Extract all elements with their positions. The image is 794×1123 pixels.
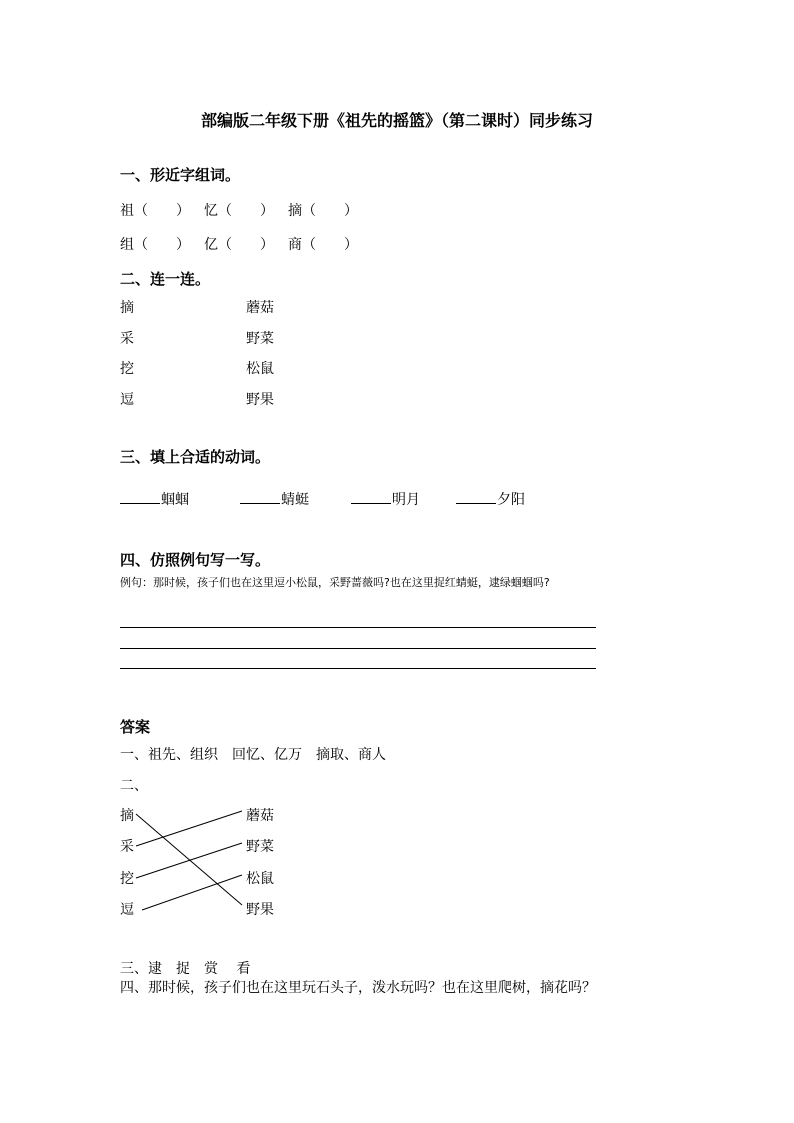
answer-2-label: 二、 bbox=[120, 778, 148, 794]
s1-item-shang: 商（ ） bbox=[288, 237, 358, 253]
a2-left-item: 采 bbox=[120, 839, 134, 855]
section4-heading: 四、仿照例句写一写。 bbox=[120, 551, 271, 569]
s3-fill-item: 明月 bbox=[351, 489, 420, 509]
answer-4: 四、那时候，孩子们也在这里玩石头子，泼水玩吗？也在这里爬树，摘花吗？ bbox=[120, 980, 596, 996]
s2-left-item: 挖 bbox=[120, 361, 134, 377]
page-title: 部编版二年级下册《祖先的摇篮》（第二课时）同步练习 bbox=[200, 111, 593, 130]
s1-item-zhai: 摘（ ） bbox=[288, 203, 358, 219]
section1-heading: 一、形近字组词。 bbox=[120, 166, 241, 184]
example-sentence: 例句：那时候，孩子们也在这里逗小松鼠，采野蔷薇吗?也在这里捉红蜻蜓，逮绿蝈蝈吗? bbox=[120, 576, 550, 589]
s1-item-zu2: 组（ ） bbox=[120, 237, 190, 253]
s2-right-item: 野菜 bbox=[246, 331, 274, 347]
s2-left-item: 采 bbox=[120, 331, 134, 347]
s1-item-yi2: 亿（ ） bbox=[204, 237, 274, 253]
section2-heading: 二、连一连。 bbox=[120, 270, 211, 288]
a2-right-item: 野菜 bbox=[246, 839, 274, 855]
a2-left-item: 逗 bbox=[120, 902, 134, 918]
s3-fill-item: 蝈蝈 bbox=[120, 489, 189, 509]
s2-right-item: 松鼠 bbox=[246, 361, 274, 377]
match-line-zhai-yeguo bbox=[136, 814, 242, 905]
s2-left-item: 摘 bbox=[120, 300, 134, 316]
s2-right-item: 野果 bbox=[246, 392, 274, 408]
answer-1: 一、祖先、组织 回忆、亿万 摘取、商人 bbox=[120, 747, 386, 763]
answers-heading: 答案 bbox=[120, 718, 151, 736]
answer-3: 三、逮 捉 赏 看 bbox=[120, 961, 251, 977]
a2-right-item: 蘑菇 bbox=[246, 808, 274, 824]
s2-right-item: 蘑菇 bbox=[246, 300, 274, 316]
section3-heading: 三、填上合适的动词。 bbox=[120, 448, 271, 466]
a2-left-item: 挖 bbox=[120, 871, 134, 887]
match-line-cai-mogu bbox=[136, 811, 242, 846]
a2-right-item: 野果 bbox=[246, 902, 274, 918]
s3-fill-item: 夕阳 bbox=[456, 489, 525, 509]
s3-fill-item: 蜻蜓 bbox=[240, 489, 309, 509]
s2-left-item: 逗 bbox=[120, 392, 134, 408]
a2-right-item: 松鼠 bbox=[246, 871, 274, 887]
a2-left-item: 摘 bbox=[120, 808, 134, 824]
match-line-wa-yecai bbox=[136, 843, 242, 878]
s1-item-zu: 祖（ ） bbox=[120, 203, 190, 219]
s1-item-yi: 忆（ ） bbox=[204, 203, 274, 219]
